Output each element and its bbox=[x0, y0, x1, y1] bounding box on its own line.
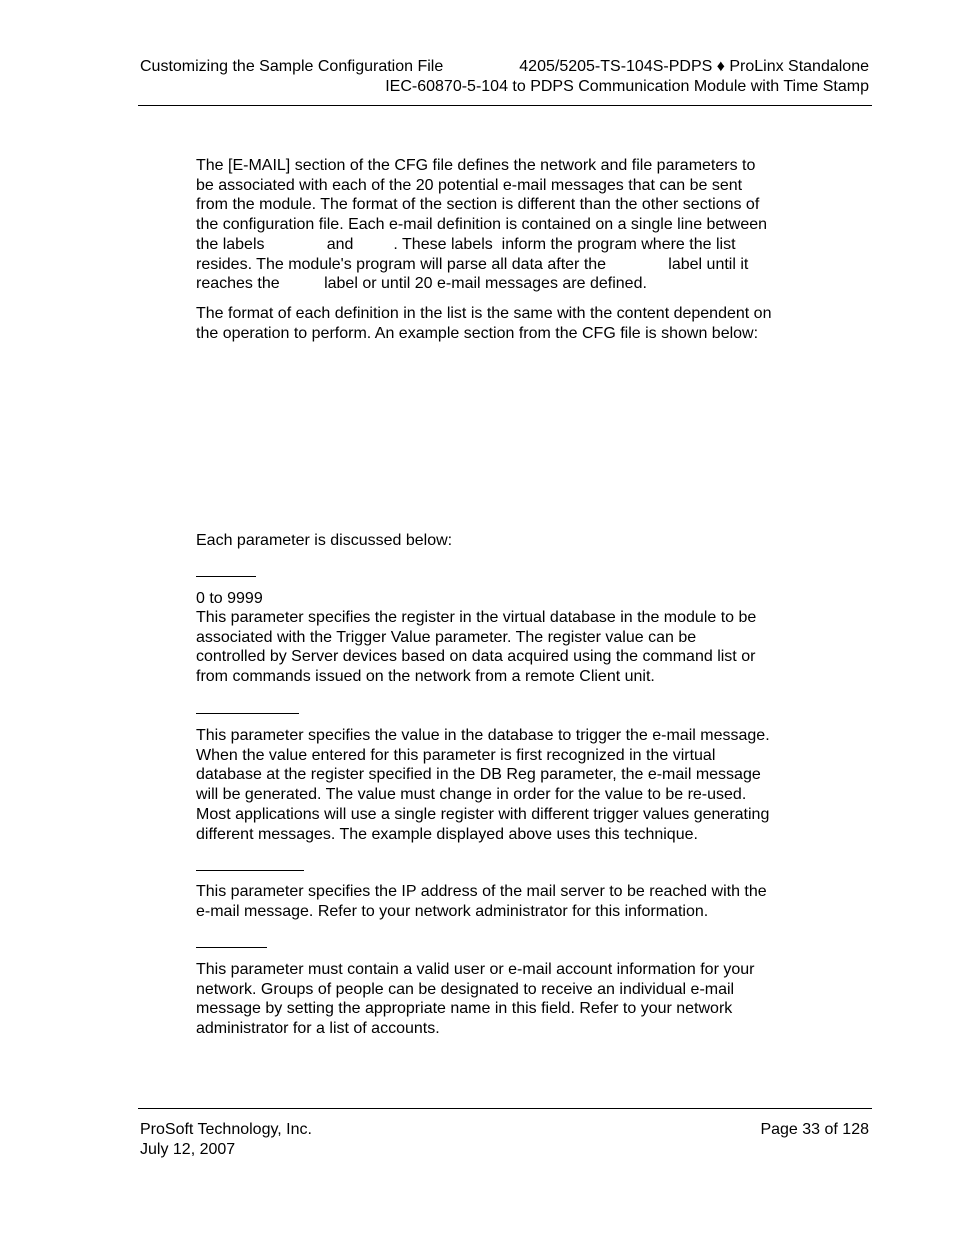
intro-line: resides. The module's program will parse all data after the label until it bbox=[196, 255, 749, 273]
format-line: The format of each definition in the list is the same with the content dependent on bbox=[196, 305, 772, 322]
header-product bbox=[385, 57, 869, 97]
intro-line: The [E-MAIL] section of the CFG file defines the network and file parameters to bbox=[196, 157, 756, 174]
to-account-line: network. Groups of people can be designated to receive an individual e-mail bbox=[196, 980, 735, 998]
to-account-line: This parameter must contain a valid user or e-mail account information for your bbox=[196, 961, 755, 978]
to-account-description bbox=[196, 960, 754, 1039]
trigger-value-line: This parameter specifies the value in the database to trigger the e-mail message. bbox=[196, 727, 770, 744]
trigger-value-line: different messages. The example displayed above uses this technique. bbox=[196, 825, 698, 843]
footer-date: July 12, 2007 bbox=[140, 1140, 236, 1158]
footer-divider bbox=[138, 1108, 872, 1109]
footer-left bbox=[140, 1120, 312, 1159]
db-reg-line: associated with the Trigger Value parameter. The register value can be bbox=[196, 628, 697, 646]
mail-server-line: e-mail message. Refer to your network administrator for this information. bbox=[196, 902, 709, 920]
intro-paragraph bbox=[196, 156, 767, 294]
mail-server-description bbox=[196, 882, 767, 921]
db-reg-line: This parameter specifies the register in the virtual database in the module to be bbox=[196, 609, 757, 626]
intro-line: the configuration file. Each e-mail definition is contained on a single line between bbox=[196, 216, 768, 234]
format-line: the operation to perform. An example section from the CFG file is shown below: bbox=[196, 324, 759, 342]
db-reg-range: 0 to 9999 bbox=[196, 590, 263, 607]
trigger-value-heading-underline bbox=[196, 713, 299, 714]
format-paragraph bbox=[196, 304, 771, 343]
trigger-value-line: database at the register specified in the DB Reg parameter, the e-mail message bbox=[196, 766, 761, 784]
mail-server-heading-underline bbox=[196, 870, 304, 871]
db-reg-description bbox=[196, 608, 756, 687]
to-account-heading-underline bbox=[196, 947, 267, 948]
parameters-intro: Each parameter is discussed below: bbox=[196, 532, 453, 549]
db-reg-line: controlled by Server devices based on data acquired using the command list or bbox=[196, 648, 756, 666]
intro-line: be associated with each of the 20 potential e-mail messages that can be sent bbox=[196, 176, 743, 194]
intro-line: reaches the label or until 20 e-mail messages are defined. bbox=[196, 275, 647, 293]
intro-line: from the module. The format of the section is different than the other sections of bbox=[196, 196, 760, 214]
header-divider bbox=[138, 105, 872, 106]
trigger-value-line: Most applications will use a single register with different trigger values generating bbox=[196, 805, 770, 823]
trigger-value-description bbox=[196, 726, 770, 844]
mail-server-line: This parameter specifies the IP address of the mail server to be reached with the bbox=[196, 883, 767, 900]
intro-line: the labels and . These labels inform the program where the list bbox=[196, 235, 736, 253]
to-account-line: administrator for a list of accounts. bbox=[196, 1020, 440, 1038]
footer-page-number: Page 33 of 128 bbox=[760, 1121, 869, 1138]
trigger-value-line: will be generated. The value must change in order for the value to be re-used. bbox=[196, 786, 747, 804]
footer-company: ProSoft Technology, Inc. bbox=[140, 1121, 312, 1138]
header-product-line-2: IEC-60870-5-104 to PDPS Communication Module with Time Stamp bbox=[385, 78, 869, 95]
db-reg-heading-underline bbox=[196, 576, 256, 577]
db-reg-line: from commands issued on the network from a remote Client unit. bbox=[196, 668, 655, 686]
trigger-value-line: When the value entered for this parameter is first recognized in the virtual bbox=[196, 746, 716, 764]
to-account-line: message by setting the appropriate name in this field. Refer to your network bbox=[196, 1000, 733, 1018]
header-product-line-1: 4205/5205-TS-104S-PDPS ♦ ProLinx Standalone bbox=[519, 58, 869, 75]
header-section-title: Customizing the Sample Configuration File bbox=[140, 58, 444, 75]
